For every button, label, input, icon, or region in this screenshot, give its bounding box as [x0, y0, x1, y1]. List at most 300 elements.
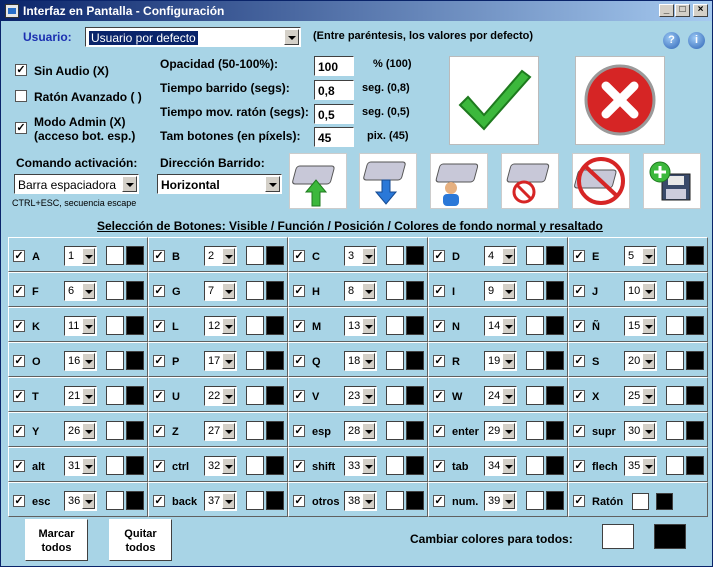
defaults-note: (Entre paréntesis, los valores por defecto) [313, 30, 534, 42]
normal-color-swatch[interactable] [106, 456, 124, 475]
normal-color-swatch[interactable] [526, 386, 544, 405]
button-cell [148, 412, 288, 447]
button-name: shift [312, 461, 336, 473]
button-cell [8, 342, 148, 377]
button-cell [568, 377, 708, 412]
normal-color-swatch[interactable] [666, 351, 684, 370]
visible-checkbox[interactable]: ✓ [294, 320, 304, 332]
chevron-down-icon[interactable] [222, 283, 235, 299]
chevron-down-icon[interactable] [362, 283, 375, 299]
normal-color-swatch[interactable] [246, 281, 264, 300]
visible-checkbox[interactable]: ✓ [14, 460, 24, 472]
normal-color-swatch[interactable] [246, 351, 264, 370]
visible-checkbox[interactable]: ✓ [294, 390, 304, 402]
sin-audio-checkbox[interactable]: ✓ [16, 64, 26, 76]
chevron-down-icon[interactable] [362, 318, 375, 334]
chevron-down-icon[interactable] [642, 353, 655, 369]
normal-color-swatch[interactable] [526, 421, 544, 440]
button-name: Q [312, 356, 321, 368]
minimize-button[interactable]: _ [659, 4, 674, 17]
highlight-color-swatch[interactable] [266, 246, 284, 265]
visible-checkbox[interactable]: ✓ [434, 250, 444, 262]
user-value: Usuario por defecto [91, 31, 196, 45]
normal-color-swatch[interactable] [386, 456, 404, 475]
chevron-down-icon[interactable] [642, 388, 655, 404]
visible-checkbox[interactable]: ✓ [154, 390, 164, 402]
chevron-down-icon[interactable] [222, 493, 235, 509]
chevron-down-icon[interactable] [502, 248, 515, 264]
barrido-label: Tiempo barrido (segs): [160, 81, 290, 95]
visible-checkbox[interactable]: ✓ [574, 460, 584, 472]
button-name: B [172, 251, 180, 263]
button-name: E [592, 251, 600, 263]
highlight-color-swatch[interactable] [126, 491, 144, 510]
buttons-grid [8, 237, 708, 517]
highlight-color-swatch[interactable] [266, 421, 284, 440]
chevron-down-icon[interactable] [502, 423, 515, 439]
visible-checkbox[interactable]: ✓ [14, 425, 24, 437]
button-name: num. [452, 496, 479, 508]
visible-checkbox[interactable]: ✓ [294, 285, 304, 297]
keyboard-down-button[interactable] [359, 153, 417, 209]
chevron-down-icon[interactable] [222, 318, 235, 334]
highlight-color-swatch[interactable] [126, 421, 144, 440]
tam-botones-input[interactable]: 45 [314, 127, 354, 147]
normal-color-swatch[interactable] [106, 386, 124, 405]
normal-color-swatch[interactable] [386, 281, 404, 300]
position-select[interactable] [204, 351, 237, 371]
visible-checkbox[interactable]: ✓ [14, 495, 24, 507]
chevron-down-icon[interactable] [82, 388, 95, 404]
chevron-down-icon[interactable] [362, 493, 375, 509]
highlight-color-swatch[interactable] [266, 491, 284, 510]
visible-checkbox[interactable]: ✓ [574, 320, 584, 332]
normal-color-swatch[interactable] [246, 421, 264, 440]
position-select[interactable] [64, 456, 97, 476]
button-cell [428, 377, 568, 412]
normal-color-swatch[interactable] [386, 351, 404, 370]
position-select[interactable] [344, 246, 377, 266]
chevron-down-icon[interactable] [502, 388, 515, 404]
chevron-down-icon[interactable] [222, 248, 235, 264]
position-value: 26 [68, 425, 81, 437]
position-select[interactable] [344, 351, 377, 371]
position-select[interactable] [344, 491, 377, 511]
visible-checkbox[interactable]: ✓ [434, 285, 444, 297]
button-name: D [452, 251, 460, 263]
highlight-color-swatch[interactable] [686, 281, 704, 300]
button-cell [8, 307, 148, 342]
highlight-color-swatch[interactable] [126, 281, 144, 300]
normal-color-swatch[interactable] [666, 456, 684, 475]
mov-raton-input[interactable]: 0,5 [314, 104, 354, 124]
button-name: V [312, 391, 320, 403]
keyboard-user-icon [431, 154, 487, 208]
chevron-down-icon[interactable] [82, 493, 95, 509]
normal-color-swatch[interactable] [246, 491, 264, 510]
raton-avanzado-label: Ratón Avanzado ( ) [34, 90, 142, 104]
highlight-color-swatch[interactable] [126, 316, 144, 335]
position-select[interactable] [344, 456, 377, 476]
highlight-color-swatch[interactable] [686, 421, 704, 440]
all-normal-color-swatch[interactable] [602, 524, 634, 549]
visible-checkbox[interactable]: ✓ [434, 355, 444, 367]
button-cell [568, 342, 708, 377]
chevron-down-icon[interactable] [265, 176, 280, 192]
position-select[interactable] [624, 316, 657, 336]
position-value: 18 [348, 355, 361, 367]
button-name: Z [172, 426, 179, 438]
chevron-down-icon[interactable] [642, 423, 655, 439]
position-select[interactable] [344, 421, 377, 441]
position-value: 39 [488, 495, 501, 507]
cancel-x-icon [576, 57, 664, 144]
button-cell [8, 377, 148, 412]
button-cell [288, 272, 428, 307]
activation-value: Barra espaciadora [18, 178, 117, 192]
button-cell [148, 237, 288, 272]
button-cell [428, 307, 568, 342]
position-select[interactable] [204, 456, 237, 476]
visible-checkbox[interactable]: ✓ [294, 250, 304, 262]
highlight-color-swatch[interactable] [406, 491, 424, 510]
normal-color-swatch[interactable] [526, 456, 544, 475]
highlight-color-swatch[interactable] [406, 386, 424, 405]
visible-checkbox[interactable]: ✓ [154, 250, 164, 262]
position-value: 35 [628, 460, 641, 472]
highlight-color-swatch[interactable] [406, 316, 424, 335]
normal-color-swatch[interactable] [666, 421, 684, 440]
normal-color-swatch[interactable] [666, 386, 684, 405]
position-select[interactable] [624, 246, 657, 266]
normal-color-swatch[interactable] [106, 281, 124, 300]
highlight-color-swatch[interactable] [406, 456, 424, 475]
normal-color-swatch[interactable] [386, 246, 404, 265]
button-name: I [452, 286, 456, 298]
highlight-color-swatch[interactable] [266, 456, 284, 475]
position-select[interactable] [624, 351, 657, 371]
save-plus-icon [644, 154, 700, 208]
chevron-down-icon[interactable] [82, 283, 95, 299]
position-value: 5 [628, 250, 635, 262]
visible-checkbox[interactable]: ✓ [434, 460, 444, 472]
normal-color-swatch[interactable] [386, 491, 404, 510]
button-cell [148, 342, 288, 377]
visible-checkbox[interactable]: ✓ [434, 495, 444, 507]
keyboard-up-button[interactable] [289, 153, 347, 209]
position-value: 19 [488, 355, 501, 367]
chevron-down-icon[interactable] [362, 458, 375, 474]
position-select[interactable] [624, 386, 657, 406]
position-select[interactable] [204, 316, 237, 336]
normal-color-swatch[interactable] [106, 351, 124, 370]
position-select[interactable] [64, 246, 97, 266]
mark-all-button[interactable] [25, 519, 88, 561]
visible-checkbox[interactable]: ✓ [574, 355, 584, 367]
position-select[interactable] [344, 386, 377, 406]
visible-checkbox[interactable]: ✓ [14, 250, 24, 262]
position-select[interactable] [204, 246, 237, 266]
highlight-color-swatch[interactable] [546, 456, 564, 475]
raton-avanzado-checkbox[interactable] [15, 90, 27, 102]
position-select[interactable] [64, 281, 97, 301]
highlight-color-swatch[interactable] [546, 491, 564, 510]
position-select[interactable] [624, 456, 657, 476]
position-value: 24 [488, 390, 501, 402]
highlight-color-swatch[interactable] [686, 351, 704, 370]
highlight-color-swatch[interactable] [126, 246, 144, 265]
barrido-input[interactable]: 0,8 [314, 80, 354, 100]
unmark-all-label-1: Quitar [124, 528, 157, 540]
highlight-color-swatch[interactable] [126, 456, 144, 475]
normal-color-swatch[interactable] [386, 316, 404, 335]
chevron-down-icon[interactable] [122, 176, 137, 192]
normal-color-swatch[interactable] [666, 316, 684, 335]
chevron-down-icon[interactable] [222, 388, 235, 404]
position-select[interactable] [624, 281, 657, 301]
highlight-color-swatch[interactable] [266, 351, 284, 370]
position-select[interactable] [484, 281, 517, 301]
close-window-button[interactable]: × [693, 4, 708, 17]
button-cell [568, 482, 708, 517]
position-select[interactable] [484, 421, 517, 441]
keyboard-user-button[interactable] [430, 153, 488, 209]
chevron-down-icon[interactable] [642, 458, 655, 474]
visible-checkbox[interactable]: ✓ [154, 460, 164, 472]
chevron-down-icon[interactable] [362, 248, 375, 264]
chevron-down-icon[interactable] [222, 353, 235, 369]
normal-color-swatch[interactable] [246, 246, 264, 265]
highlight-color-swatch[interactable] [546, 316, 564, 335]
chevron-down-icon[interactable] [642, 283, 655, 299]
position-select[interactable] [204, 281, 237, 301]
visible-checkbox[interactable]: ✓ [154, 285, 164, 297]
position-value: 12 [208, 320, 221, 332]
normal-color-swatch[interactable] [106, 491, 124, 510]
chevron-down-icon[interactable] [284, 29, 299, 45]
visible-checkbox[interactable]: ✓ [294, 355, 304, 367]
normal-color-swatch[interactable] [526, 316, 544, 335]
visible-checkbox[interactable]: ✓ [574, 390, 584, 402]
normal-color-swatch[interactable] [632, 493, 649, 510]
cancel-button[interactable] [575, 56, 665, 145]
position-value: 38 [348, 495, 361, 507]
normal-color-swatch[interactable] [526, 351, 544, 370]
barrido-unit: seg. (0,8) [362, 82, 410, 94]
highlight-color-swatch[interactable] [266, 281, 284, 300]
highlight-color-swatch[interactable] [266, 386, 284, 405]
normal-color-swatch[interactable] [246, 456, 264, 475]
highlight-color-swatch[interactable] [686, 386, 704, 405]
mov-raton-label: Tiempo mov. ratón (segs): [160, 105, 309, 119]
highlight-color-swatch[interactable] [546, 281, 564, 300]
button-name: T [32, 391, 39, 403]
visible-checkbox[interactable]: ✓ [154, 425, 164, 437]
accept-button[interactable] [449, 56, 539, 145]
chevron-down-icon[interactable] [82, 423, 95, 439]
highlight-color-swatch[interactable] [406, 281, 424, 300]
button-name: N [452, 321, 460, 333]
position-select[interactable] [204, 491, 237, 511]
normal-color-swatch[interactable] [666, 246, 684, 265]
chevron-down-icon[interactable] [222, 423, 235, 439]
visible-checkbox[interactable]: ✓ [434, 390, 444, 402]
all-highlight-color-swatch[interactable] [654, 524, 686, 549]
chevron-down-icon[interactable] [502, 318, 515, 334]
mark-all-label-1: Marcar [38, 528, 75, 540]
position-select[interactable] [484, 351, 517, 371]
highlight-color-swatch[interactable] [266, 316, 284, 335]
position-select[interactable] [484, 316, 517, 336]
section-title: Selección de Botones: Visible / Función / Posición / Colores de fondo normal y resaltado [97, 219, 603, 233]
position-select[interactable] [64, 316, 97, 336]
visible-checkbox[interactable]: ✓ [574, 495, 584, 507]
button-name: J [592, 286, 599, 298]
highlight-color-swatch[interactable] [126, 351, 144, 370]
highlight-color-swatch[interactable] [406, 246, 424, 265]
normal-color-swatch[interactable] [246, 316, 264, 335]
help-icon[interactable]: ? [663, 32, 680, 49]
highlight-color-swatch[interactable] [126, 386, 144, 405]
visible-checkbox[interactable]: ✓ [154, 355, 164, 367]
position-select[interactable] [64, 386, 97, 406]
position-select[interactable] [484, 386, 517, 406]
visible-checkbox[interactable]: ✓ [294, 460, 304, 472]
normal-color-swatch[interactable] [526, 246, 544, 265]
button-name: Ñ [592, 321, 600, 333]
position-value: 30 [628, 425, 641, 437]
normal-color-swatch[interactable] [106, 246, 124, 265]
modo-admin-checkbox[interactable]: ✓ [16, 122, 26, 134]
activation-select[interactable] [14, 174, 139, 194]
user-select[interactable] [85, 27, 301, 47]
chevron-down-icon[interactable] [642, 248, 655, 264]
chevron-down-icon[interactable] [82, 353, 95, 369]
highlight-color-swatch[interactable] [546, 386, 564, 405]
position-value: 9 [488, 285, 495, 297]
keyboard-disable-button[interactable] [501, 153, 559, 209]
no-keyboard-icon [573, 154, 629, 208]
visible-checkbox[interactable]: ✓ [294, 425, 304, 437]
visible-checkbox[interactable]: ✓ [14, 390, 24, 402]
maximize-button[interactable]: □ [675, 4, 690, 17]
button-name: Ratón [592, 496, 624, 508]
position-select[interactable] [64, 421, 97, 441]
button-cell [568, 307, 708, 342]
visible-checkbox[interactable]: ✓ [574, 285, 584, 297]
chevron-down-icon[interactable] [502, 283, 515, 299]
visible-checkbox[interactable]: ✓ [294, 495, 304, 507]
highlight-color-swatch[interactable] [546, 246, 564, 265]
normal-color-swatch[interactable] [246, 386, 264, 405]
highlight-color-swatch[interactable] [686, 456, 704, 475]
highlight-color-swatch[interactable] [546, 421, 564, 440]
normal-color-swatch[interactable] [526, 281, 544, 300]
visible-checkbox[interactable]: ✓ [154, 495, 164, 507]
button-name: K [32, 321, 40, 333]
visible-checkbox[interactable]: ✓ [434, 320, 444, 332]
chevron-down-icon[interactable] [642, 318, 655, 334]
normal-color-swatch[interactable] [386, 421, 404, 440]
button-name: U [172, 391, 180, 403]
position-value: 13 [348, 320, 361, 332]
normal-color-swatch[interactable] [526, 491, 544, 510]
chevron-down-icon[interactable] [502, 493, 515, 509]
highlight-color-swatch[interactable] [406, 421, 424, 440]
chevron-down-icon[interactable] [82, 318, 95, 334]
chevron-down-icon[interactable] [222, 458, 235, 474]
highlight-color-swatch[interactable] [686, 246, 704, 265]
position-select[interactable] [344, 281, 377, 301]
highlight-color-swatch[interactable] [656, 493, 673, 510]
direction-label: Dirección Barrido: [160, 156, 265, 170]
opacidad-input[interactable]: 100 [314, 56, 354, 76]
position-select[interactable] [484, 491, 517, 511]
save-add-button[interactable] [643, 153, 701, 209]
position-select[interactable] [484, 246, 517, 266]
chevron-down-icon[interactable] [502, 458, 515, 474]
chevron-down-icon[interactable] [362, 423, 375, 439]
opacidad-unit: % (100) [373, 58, 412, 70]
visible-checkbox[interactable]: ✓ [574, 250, 584, 262]
position-select[interactable] [64, 351, 97, 371]
chevron-down-icon[interactable] [502, 353, 515, 369]
normal-color-swatch[interactable] [106, 421, 124, 440]
chevron-down-icon[interactable] [82, 248, 95, 264]
keyboard-forbidden-button[interactable] [572, 153, 630, 209]
visible-checkbox[interactable]: ✓ [154, 320, 164, 332]
position-value: 32 [208, 460, 221, 472]
position-value: 8 [348, 285, 355, 297]
position-select[interactable] [204, 421, 237, 441]
position-select[interactable] [64, 491, 97, 511]
normal-color-swatch[interactable] [666, 281, 684, 300]
button-cell [288, 377, 428, 412]
visible-checkbox[interactable]: ✓ [14, 320, 24, 332]
tam-botones-unit: pix. (45) [367, 130, 409, 142]
button-name: O [32, 356, 41, 368]
normal-color-swatch[interactable] [386, 386, 404, 405]
app-icon [5, 4, 19, 18]
unmark-all-button[interactable] [109, 519, 172, 561]
position-select[interactable] [484, 456, 517, 476]
button-name: H [312, 286, 320, 298]
chevron-down-icon[interactable] [82, 458, 95, 474]
button-cell [8, 482, 148, 517]
normal-color-swatch[interactable] [106, 316, 124, 335]
opacidad-label: Opacidad (50-100%): [160, 57, 279, 71]
position-value: 27 [208, 425, 221, 437]
position-value: 7 [208, 285, 215, 297]
highlight-color-swatch[interactable] [546, 351, 564, 370]
visible-checkbox[interactable]: ✓ [434, 425, 444, 437]
visible-checkbox[interactable]: ✓ [14, 285, 24, 297]
position-select[interactable] [204, 386, 237, 406]
highlight-color-swatch[interactable] [406, 351, 424, 370]
button-cell [568, 412, 708, 447]
button-cell [148, 307, 288, 342]
position-select[interactable] [624, 421, 657, 441]
chevron-down-icon[interactable] [362, 388, 375, 404]
position-select[interactable] [344, 316, 377, 336]
button-cell [568, 272, 708, 307]
info-icon[interactable]: i [688, 32, 705, 49]
visible-checkbox[interactable]: ✓ [574, 425, 584, 437]
highlight-color-swatch[interactable] [686, 316, 704, 335]
direction-select[interactable] [157, 174, 282, 194]
chevron-down-icon[interactable] [362, 353, 375, 369]
visible-checkbox[interactable]: ✓ [14, 355, 24, 367]
